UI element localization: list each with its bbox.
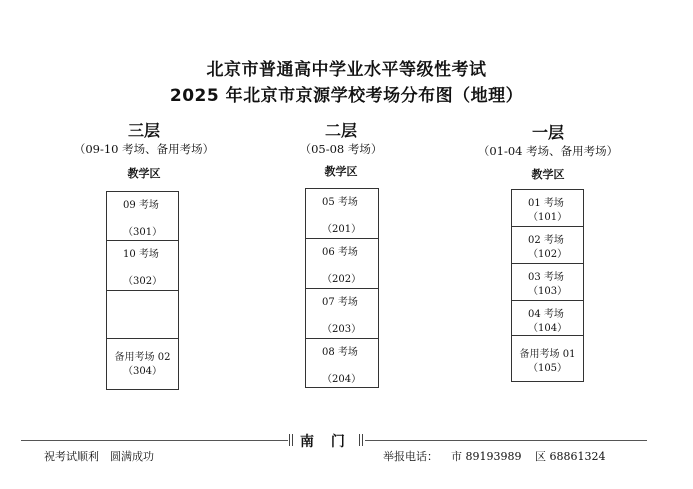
room-204: [306, 339, 378, 387]
room-code: （201）: [322, 224, 362, 235]
floor-3-zone-label: 教学区: [127, 167, 161, 180]
room-code: （302）: [123, 276, 163, 287]
floor-2-name: 二层: [324, 121, 357, 140]
room-name: 09 考场: [123, 200, 159, 211]
room-code: （304）: [122, 366, 163, 377]
room-302: [107, 241, 178, 291]
wish-text: 祝考试顺利 圆满成功: [44, 450, 154, 463]
room-202: [306, 239, 378, 289]
room-code: （203）: [322, 324, 362, 335]
floor-3-name: 三层: [127, 121, 160, 140]
room-code: （102）: [528, 249, 568, 260]
gate-post-right: [362, 434, 363, 446]
room-name: 备用考场 01: [519, 349, 576, 360]
room-102: [512, 227, 583, 264]
title-line-2: 2025 年北京市京源学校考场分布图（地理）: [169, 86, 524, 106]
room-name: 02 考场: [528, 235, 564, 246]
floor-3-subtitle: （09-10 考场、备用考场）: [73, 142, 215, 156]
floor-1-zone-label: 教学区: [531, 168, 565, 181]
gate-post-right: [359, 434, 360, 446]
gate-line-right: [365, 440, 647, 441]
room-105: [512, 336, 583, 381]
report-label: 举报电话：: [383, 450, 438, 463]
floor-3-room-column: [106, 191, 179, 390]
south-gate-label: 南 门: [300, 434, 351, 450]
room-301: [107, 192, 178, 241]
gate-line-left: [21, 440, 288, 441]
room-code: （105）: [527, 363, 568, 374]
floor-2-zone-label: 教学区: [324, 165, 358, 178]
room-name: 01 考场: [528, 198, 564, 209]
room-name: 05 考场: [322, 197, 358, 208]
room-code: （101）: [528, 212, 568, 223]
room-name: 03 考场: [528, 272, 564, 283]
room-code: （301）: [123, 227, 163, 238]
room-name: 08 考场: [322, 347, 358, 358]
room-104: [512, 301, 583, 336]
room-103: [512, 264, 583, 301]
room-empty: [107, 291, 178, 339]
room-name: 07 考场: [322, 297, 358, 308]
room-304: [107, 339, 178, 389]
room-name: 04 考场: [528, 309, 564, 320]
floor-2-subtitle: （05-08 考场）: [299, 142, 383, 156]
room-101: [512, 190, 583, 227]
gate-post-left: [289, 434, 290, 446]
room-code: （202）: [322, 274, 362, 285]
gate-post-left: [292, 434, 293, 446]
room-code: （204）: [322, 374, 362, 385]
room-203: [306, 289, 378, 339]
room-name: 10 考场: [123, 249, 159, 260]
report-phone-city: 市 89193989: [451, 450, 522, 463]
room-name: 备用考场 02: [114, 352, 171, 363]
floor-1-room-column: [511, 189, 584, 382]
room-code: （103）: [528, 286, 568, 297]
floor-1-subtitle: （01-04 考场、备用考场）: [477, 144, 619, 158]
report-phone-district: 区 68861324: [535, 450, 606, 463]
title-line-1: 北京市普通高中学业水平等级性考试: [206, 60, 487, 80]
room-name: 06 考场: [322, 247, 358, 258]
floor-1-name: 一层: [531, 123, 564, 142]
floor-2-room-column: [305, 188, 379, 388]
room-201: [306, 189, 378, 239]
room-code: （104）: [528, 323, 568, 334]
